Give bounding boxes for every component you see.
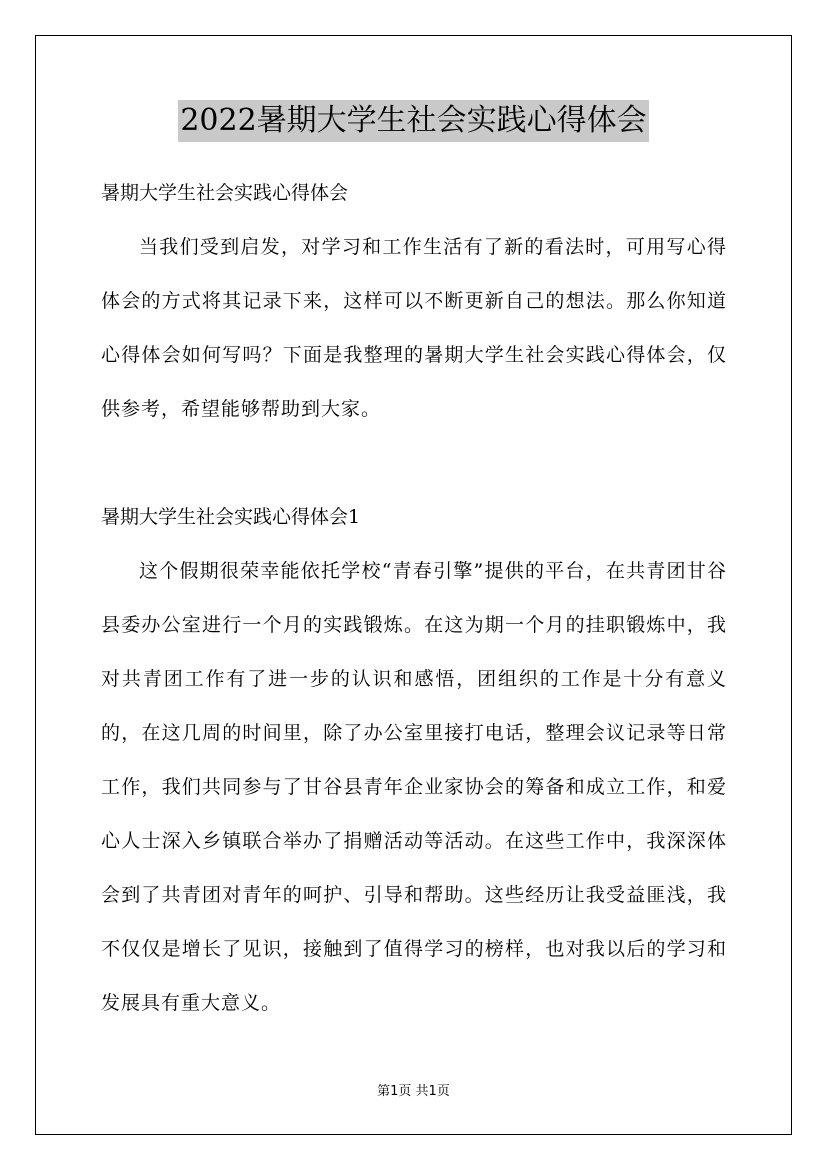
section-1-heading: 暑期大学生社会实践心得体会1	[101, 506, 361, 528]
document-title-wrapper	[0, 100, 827, 142]
section-1-paragraph: 这个假期很荣幸能依托学校“青春引擎”提供的平台，在共青团甘谷县委办公室进行一个月的实践锻炼。在这为期一个月的挂职锻炼中，我对共青团工作有了进一步的认识和感悟，团组织的工作是十分有意义的，在这几周的时间里，除了办公室里接打电话，整理会议记录等日常工作，我们共同参与了甘谷县青年企业家协会的筹备和成立工作，和爱心人士深入乡镇联合举办了捐赠活动等活动。在这些工作中，我深深体会到了共青团对青年的呵护、引导和帮助。这些经历让我受益匪浅，我不仅仅是增长了见识，接触到了值得学习的榜样，也对我以后的学习和发展具有重大意义。	[101, 560, 727, 1014]
intro-subheading: 暑期大学生社会实践心得体会	[101, 182, 349, 204]
page-number-footer: 第1页 共1页	[377, 1084, 450, 1099]
section-spacer	[101, 436, 727, 490]
intro-paragraph: 当我们受到启发，对学习和工作生活有了新的看法时，可用写心得体会的方式将其记录下来，这样可以不断更新自己的想法。那么你知道心得体会如何写吗？下面是我整理的暑期大学生社会实践心得体会，仅供参考，希望能够帮助到大家。	[101, 236, 727, 420]
document-title: 2022暑期大学生社会实践心得体会	[178, 100, 648, 142]
document-body	[101, 166, 727, 1030]
